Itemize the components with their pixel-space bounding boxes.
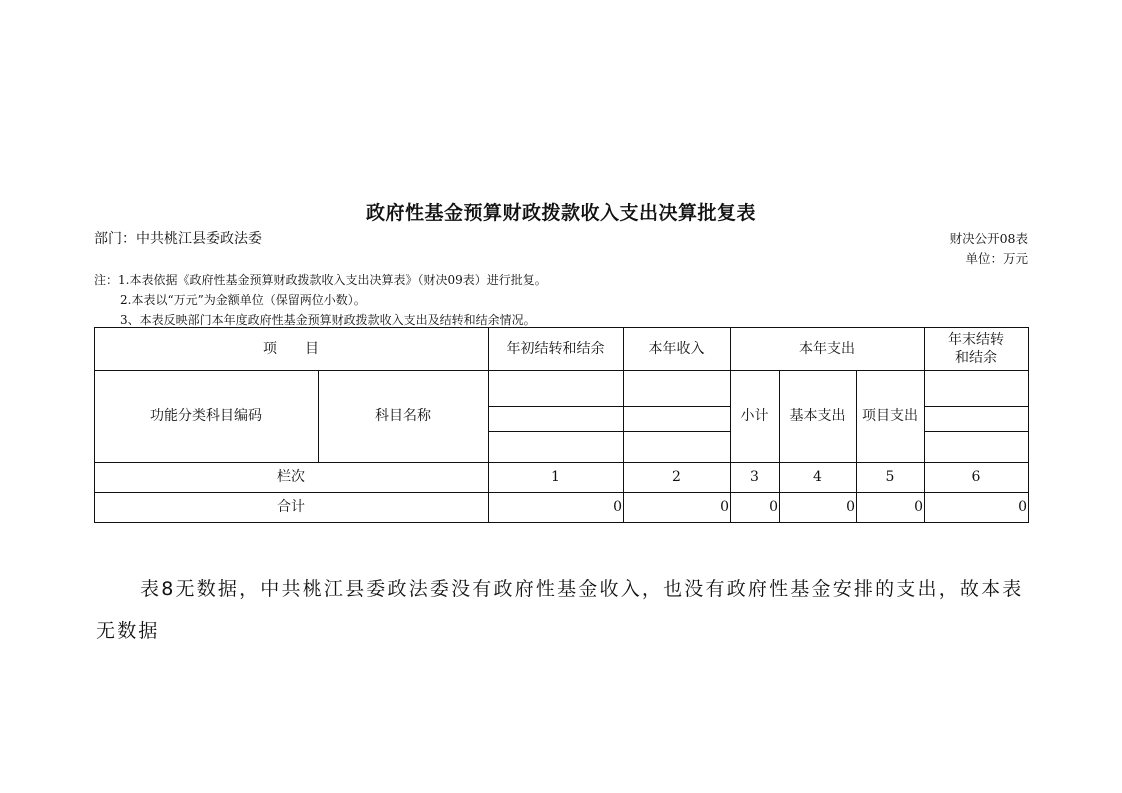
- no-data-paragraph: 表8无数据，中共桃江县委政法委没有政府性基金收入，也没有政府性基金安排的支出，故本表无数据: [96, 578, 1024, 642]
- approval-table: [94, 327, 1029, 523]
- table-border-right: [1028, 327, 1029, 523]
- header-begin-balance: 年初结转和结余: [506, 340, 605, 357]
- header-expense: 本年支出: [799, 340, 855, 357]
- col-index-2: 2: [672, 469, 681, 485]
- note-3: 3、本表反映部门本年度政府性基金预算财政拨款收入支出及结转和结余情况。: [120, 313, 536, 327]
- col-index-5: 5: [885, 469, 895, 485]
- header-income: 本年收入: [648, 340, 705, 357]
- col-index-6: 6: [971, 469, 981, 485]
- header-subject-name: 科目名称: [375, 408, 431, 424]
- unit-label: 单位：万元: [965, 251, 1028, 266]
- col-index-1: 1: [551, 469, 560, 485]
- total-value-4: 0: [846, 499, 855, 515]
- blank-line-1b: [924, 406, 1029, 407]
- row-total-label: 合计: [277, 499, 305, 515]
- header-subtotal: 小计: [740, 408, 769, 424]
- total-value-2: 0: [720, 499, 729, 515]
- total-value-6: 0: [1018, 499, 1027, 515]
- col-index-3: 3: [750, 469, 759, 485]
- page-title: 政府性基金预算财政拨款收入支出决算批复表: [365, 202, 756, 224]
- blank-line-2: [488, 431, 730, 432]
- form-code: 财决公开08表: [949, 231, 1028, 246]
- total-value-3: 0: [769, 499, 778, 515]
- header-item: 项 目: [263, 340, 319, 357]
- blank-line-2b: [924, 431, 1029, 432]
- total-value-1: 0: [613, 499, 622, 515]
- department-label: 部门：中共桃江县委政法委: [94, 231, 262, 247]
- total-value-5: 0: [914, 499, 923, 515]
- header-func-code: 功能分类科目编码: [150, 408, 262, 424]
- note-2: 2.本表以“万元”为金额单位（保留两位小数）。: [120, 293, 366, 307]
- header-end-balance: 年末结转 和结余: [948, 331, 1004, 366]
- table-border-bottom: [94, 522, 1029, 523]
- header-basic-expense: 基本支出: [789, 408, 846, 424]
- note-1: 注：1.本表依据《政府性基金预算财政拨款收入支出决算表》（财决09表）进行批复。: [94, 273, 547, 287]
- notes: [94, 270, 547, 330]
- col-index-4: 4: [813, 469, 822, 485]
- blank-line-1: [488, 406, 730, 407]
- header-project-expense: 项目支出: [862, 408, 918, 424]
- row-index-label: 栏次: [277, 469, 305, 485]
